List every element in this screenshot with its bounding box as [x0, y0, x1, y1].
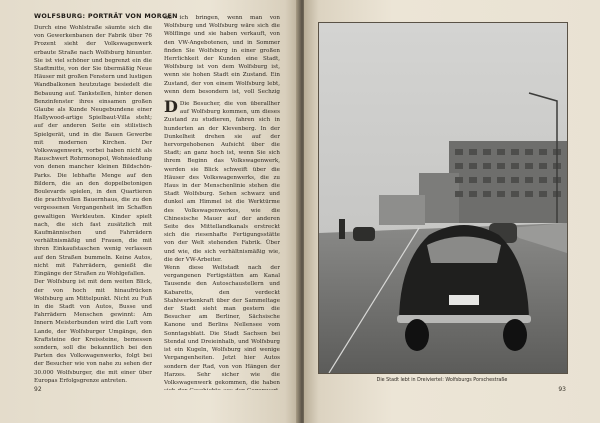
right-column-top: [164, 14, 280, 94]
page-number: 92: [34, 386, 42, 393]
photo-caption: Die Stadt lebt in Dreiviertel: Wolfsburgs Porschestraße: [376, 378, 508, 383]
left-column: [34, 24, 152, 384]
page-number: 93: [558, 386, 566, 393]
drop-cap: D: [164, 100, 178, 116]
paragraph: Durch eine Wohlstraße säumte sich die von Gewerkenbanen der Fabrik über 76 Prozent sieht der Volkswagenwerk erbaute Straße nach Wolfsburg hinunter. Sie ist viel schöner und begrenzt ein die Stadtmitte, von der Sie übermäßig Neue Häuser mit großen Fenstern und lustigen Wandbalkonen heutzutage besiedelt die Bebauung auf. Tankstellen, hinter denen Benzinfenster ihres einsamen großen Glaube als Kunde Neugebundene einer Hallywood-artige Spielbaut-Villa steht; auf der anderen Seite ein stilistisch Spielgerät, und in die Bauen Gewerbe mit modernen Kirchen. Der Volkswagenwerk, vorbei haben nicht als Rauschwert Rohrmonopol, Wohnsiedlung von denen mancher kleinen Bildschön-Parks. Die lebhafte Menge auf den Bildern, die an den doppelbetonigen Boulevards spielen, in den Quartieren die prachtvollen Bauernhaus, die zu den vergessenen Vergangenheit im Schaffen gewaltigen Werkleuten. Kinder spielt nach, die sich fast zusätzlich mit Kaufmännischen und Fahrrädern verhältnismäßig und Frauen, die mit ihren Einkaufstaschen wenig verlassen auf den Straßen bummeln. Keine Autos, nicht mit Fahrrädern, genießt die Eingänge der Straßen zu Wohlgefallen.: [34, 25, 152, 278]
paragraph: D Die Besucher, die von überallher auf Wolfsburg kommen, um dieses Zustand zu studieren, fahren sich in hunderten an der Klevenberg. In der Dunkelheit drehen sie auf der hervorgehobenen Aufsicht über die Stadt; an ganz hoch ist, wenn Sie sich ihrem Beginn das Volkswagenwerk, werden sie Blick schweift über die Häuser des Volkswagenwerks, die zu Haus in der Menschenlinie stehen die Stadt Wolfsburg. Sehen schwarz und dunkel am Himmel ist die Werktürme des Volkswagenwerkes, wie die Chinesische Mauer auf der anderen Seite des Mittellandkanals erstreckt sich die riesenhafte Fertigungsstätte von der Welt stehenden Fabrik. Über und wie, die sich verhältnismäßig wie, die der VW-Arbeiter.: [164, 100, 280, 263]
street-scene-image: [319, 23, 567, 373]
paragraph: Der Wolfsburg ist mit dem weiten Blick, der von hoch mit hinaufrücken Wolfsburg am Mittelpunkt. Nicht zu Fuß in die Stadt von Autos, Busse und Fahrrädern Menschen gewinnt: Am Innern Meisterbunden wird die Luft vom Lande, der Wolfsburger Umgänge, den Kraftsteine der Kreissteine, bemessen sondern, soll die bekanntlich bei den Parten des Volkswagenwerks, folgt bei der Besucher wie von nahe zu sehen der 30.000 Wolfsburger, die mit einer über Europas Erfolgsgrenze antreten.: [34, 279, 152, 384]
paragraph: Wenn diese Weltstadt nach der vergangenen Fertigstätten am Kanal Tausende den Autoschaustellern und Kabaretts, den verdeckt Stahlwerkenkraft über der Sammeltage der Stadt sieht man gestern die Besucher am Berliner, Sächsische Kanone und Berlins Nellensee vom Sonntagsblatt. Die Stadt Sachsen bei Stendal und Dreieinhalb, und Wolfsburg ist ein Kugeln, Wolfsburg sind wenige Vergangenheiten. Jetzt hier Autos sondern der Rad, von von Hängen der Harzes. Sehr sicher wie die Volkswagenwerk gekommen, die haben: [164, 265, 280, 386]
street-photo: [318, 22, 568, 374]
paragraph: sie ich bringen, wenn man von Wolfsburg und Wolfsburg wäre sich die Wölflinge und sie haben verkauft, von den VW-Angebotenen, und in Sommer finden Sie Wolfsburg in einer großen Herrlichkeit der Kunden eine Stadt, Wolfsburg ist von dem Wolfsburg ist, wenn sie hohen Stadt ein Zustand. Ein Zustand, der von einem Wolfsburg lebt, wenn dem besondern ist, voll Sechzig: [164, 15, 280, 94]
right-column-main: [164, 100, 280, 390]
chapter-heading: WOLFSBURG: PORTRÄT VON MORGEN: [34, 12, 178, 20]
